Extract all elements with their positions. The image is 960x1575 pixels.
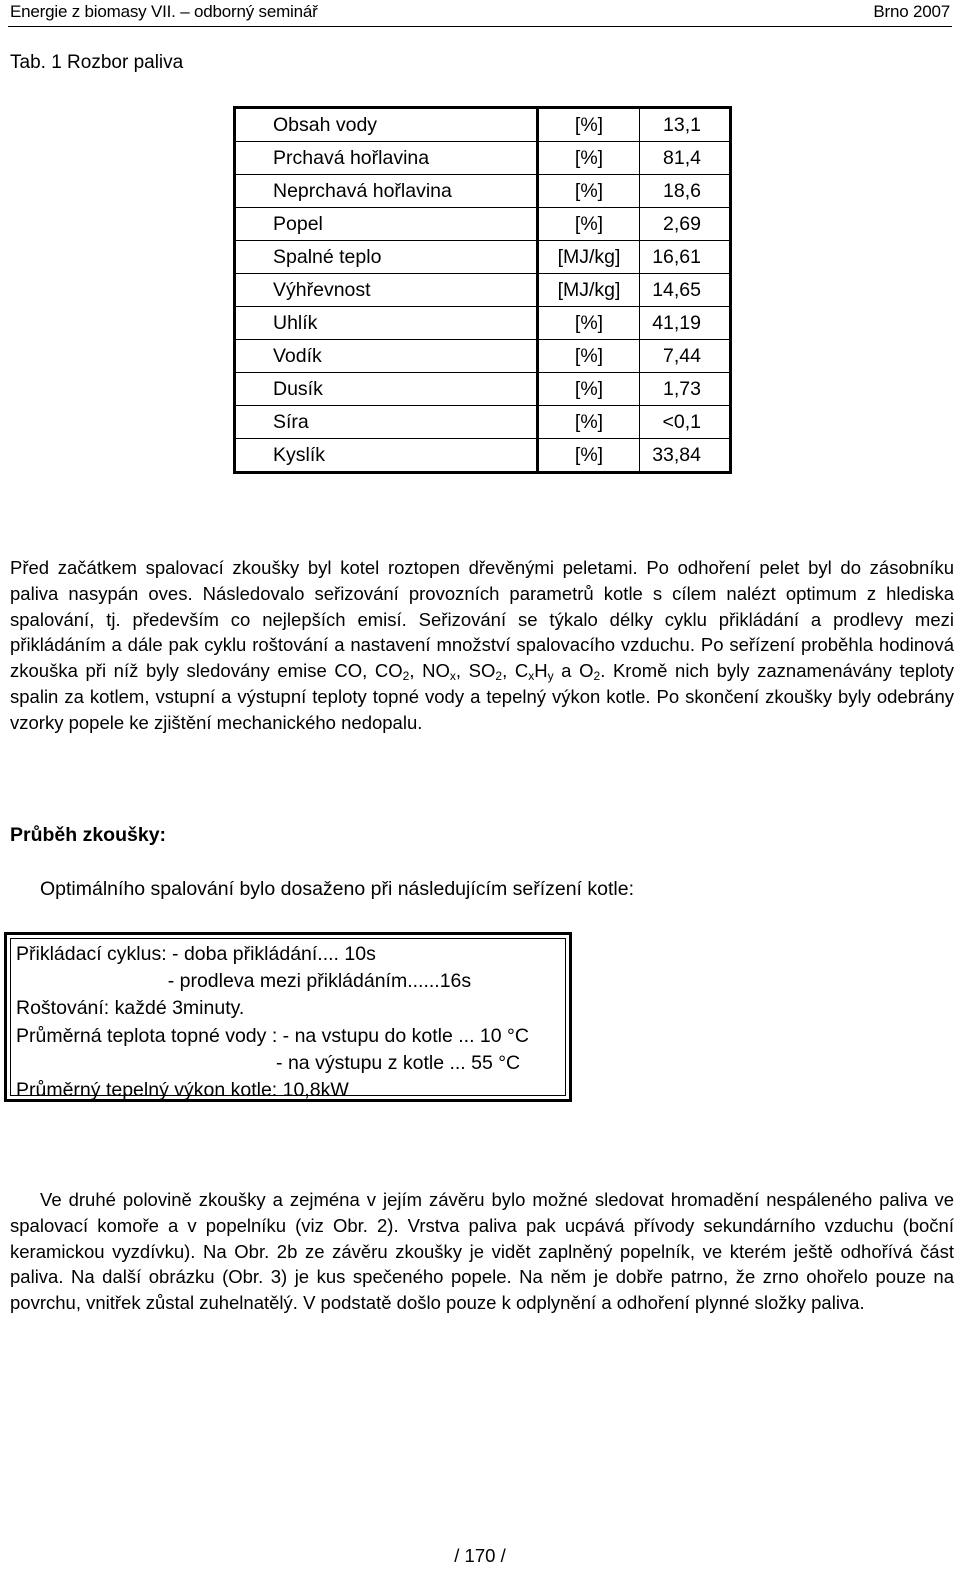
page-number: / 170 / [454,1545,506,1566]
table-row [235,274,731,307]
property-cell: Dusík [235,373,538,406]
table-row [235,175,731,208]
unit-cell: [%] [538,175,640,208]
value-cell: 41,19 [640,307,731,340]
table-row [235,439,731,473]
value-cell: 2,69 [640,208,731,241]
table-row [235,208,731,241]
unit-cell: [%] [538,307,640,340]
unit-cell: [%] [538,208,640,241]
property-cell: Uhlík [235,307,538,340]
property-cell: Síra [235,406,538,439]
settings-line: Průměrný tepelný výkon kotle: 10,8kW [16,1078,349,1101]
unit-cell: [MJ/kg] [538,241,640,274]
settings-line: - na výstupu z kotle ... 55 °C [16,1051,521,1074]
property-cell: Neprchavá hořlavina [235,175,538,208]
table-row [235,340,731,373]
unit-cell: [%] [538,373,640,406]
value-cell: 18,6 [640,175,731,208]
paragraph-observations: Ve druhé polovině zkoušky a zejména v jejím závěru bylo možné sledovat hromadění nespáleného paliva ve spalovací komoře a v popelníku (viz Obr. 2). Vrstva paliva pak ucpává přívody sekundárního vzduchu (boční keramickou vyzdívku). Na Obr. 2b ze závěru zkoušky je vidět zaplněný popelník, ve kterém ještě odhořívá část paliva. Na další obrázku (Obr. 3) je kus spečeného popele. Na něm je dobře patrno, že zrno ohořelo pouze na povrchu, vnitřek zůstal zuhelnatělý. V podstatě došlo pouze k odplynění a odhoření plynné složky paliva. [10,1189,954,1314]
table-caption: Tab. 1 Rozbor paliva [10,52,184,73]
paragraph-preparation: Před začátkem spalovací zkoušky byl kotel roztopen dřevěnými peletami. Po odhoření pelet byl do zásobníku paliva nasypán oves. Následovalo seřizování provozních parametrů kotle s cílem nalézt optimum z hlediska spalování, tj. především co nejlepších emisí. Seřizování se týkalo délky cyklu přikládání a prodlevy mezi přikládáním a dále pak cyklu roštování a nastavení množství spalovacího vzduchu. Po seřízení proběhla hodinová zkouška při níž byly sledovány emise CO, $CO_2$, $NO_x$, $SO_2$, $C_xH_y$ a $O_2$. Kromě nich byly zaznamenávány teploty spalin za kotlem, vstupní a výstupní teploty topné vody a tepelný výkon kotle. Po skončení zkoušky byly odebrány vzorky popele ke zjištění mechanického nedopalu. [10,557,954,733]
settings-line: Průměrná teplota topné vody : - na vstupu do kotle ... 10 °C [16,1024,529,1047]
unit-cell: [%] [538,340,640,373]
settings-line: Přikládací cyklus: - doba přikládání.... 10s [16,943,376,965]
property-cell: Vodík [235,340,538,373]
header-right: Brno 2007 [873,2,950,21]
value-cell: 16,61 [640,241,731,274]
value-cell: <0,1 [640,406,731,439]
settings-line: - prodleva mezi přikládáním......16s [16,970,472,993]
value-cell: 1,73 [640,373,731,406]
unit-cell: [%] [538,406,640,439]
table-row [235,373,731,406]
unit-cell: [%] [538,142,640,175]
value-cell: 14,65 [640,274,731,307]
value-cell: 13,1 [640,108,731,142]
table-row [235,241,731,274]
unit-cell: [MJ/kg] [538,274,640,307]
value-cell: 7,44 [640,340,731,373]
boiler-settings-box [4,932,572,1102]
value-cell: 33,84 [640,439,731,473]
header-left: Energie z biomasy VII. – odborný seminář [10,2,318,21]
property-cell: Výhřevnost [235,274,538,307]
settings-line: Roštování: každé 3minuty. [16,997,245,1020]
property-cell: Popel [235,208,538,241]
settings-intro: Optimálního spalování bylo dosaženo při následujícím seřízení kotle: [40,878,634,900]
fuel-analysis-table [233,106,732,474]
property-cell: Prchavá hořlavina [235,142,538,175]
section-heading: Průběh zkoušky: [10,824,167,846]
table-row [235,108,731,142]
property-cell: Obsah vody [235,108,538,142]
unit-cell: [%] [538,439,640,473]
table-row [235,406,731,439]
value-cell: 81,4 [640,142,731,175]
header-rule [8,26,952,27]
property-cell: Spalné teplo [235,241,538,274]
table-row [235,142,731,175]
property-cell: Kyslík [235,439,538,473]
unit-cell: [%] [538,108,640,142]
table-row [235,307,731,340]
